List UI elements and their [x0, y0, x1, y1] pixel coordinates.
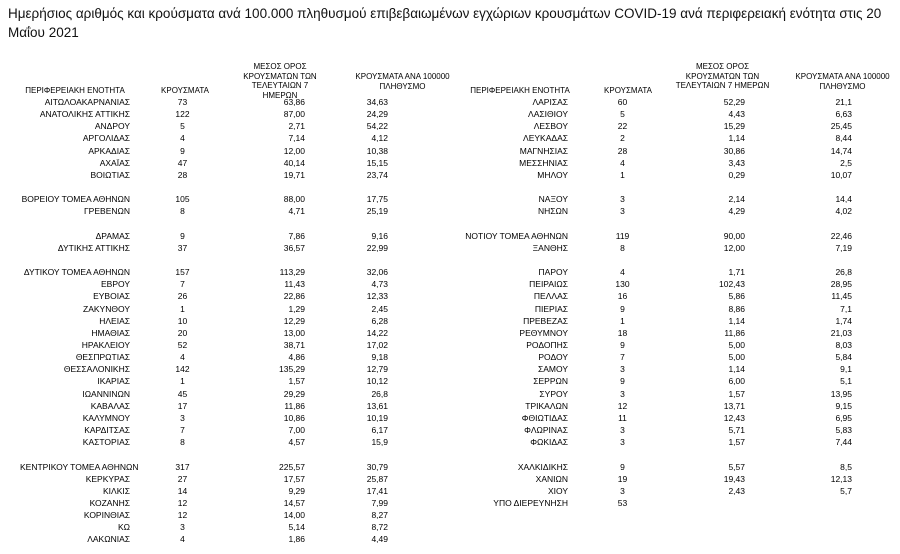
- cell-region: ΛΑΡΙΣΑΣ: [532, 97, 568, 107]
- cell-avg: 5,00: [728, 340, 745, 350]
- header-region: ΠΕΡΙΦΕΡΕΙΑΚΗ ΕΝΟΤΗΤΑ: [25, 86, 125, 95]
- cell-region: ΦΩΚΙΔΑΣ: [530, 437, 568, 448]
- cell-avg: 1,29: [288, 303, 305, 314]
- cell-avg: 19,43: [723, 473, 745, 484]
- cell-cases: 4: [620, 267, 625, 278]
- cell-cases: 7: [620, 352, 625, 363]
- cell-cases: 3: [620, 425, 625, 436]
- cell-avg: 1,71: [728, 267, 745, 278]
- cell-cases: 1: [620, 315, 625, 326]
- cell-avg: 11,86: [284, 400, 305, 411]
- cell-per: 10,12: [366, 376, 388, 387]
- cell-region: ΒΟΡΕΙΟΥ ΤΟΜΕΑ ΑΘΗΝΩΝ: [21, 194, 130, 205]
- cell-cases: 14: [177, 485, 188, 496]
- cell-per: 21,03: [830, 327, 852, 338]
- cell-region: ΚΕΝΤΡΙΚΟΥ ΤΟΜΕΑ ΑΘΗΝΩΝ: [20, 461, 139, 472]
- cell-cases: 1: [180, 303, 185, 314]
- cell-region: ΘΕΣΣΑΛΟΝΙΚΗΣ: [63, 364, 130, 375]
- cell-region: ΜΑΓΝΗΣΙΑΣ: [519, 145, 568, 156]
- cell-per: 7,19: [835, 242, 852, 253]
- cell-cases: 60: [617, 97, 628, 107]
- cell-per: 14,4: [835, 194, 852, 205]
- cell-avg: 2,43: [728, 485, 745, 496]
- cell-per: 7,1: [840, 303, 852, 314]
- cell-avg: 4,29: [728, 206, 745, 217]
- cell-region: ΕΒΡΟΥ: [100, 279, 130, 290]
- cell-region: ΝΑΞΟΥ: [538, 194, 568, 205]
- cell-cases: 12: [177, 510, 188, 521]
- cell-cases: 18: [617, 327, 628, 338]
- cell-cases: 9: [180, 145, 185, 156]
- cell-region: ΝΟΤΙΟΥ ΤΟΜΕΑ ΑΘΗΝΩΝ: [465, 230, 568, 241]
- cell-avg: 36,57: [283, 242, 305, 253]
- cell-region: ΚΑΡΔΙΤΣΑΣ: [84, 425, 130, 436]
- cell-cases: 12: [617, 400, 628, 411]
- cell-region: ΜΗΛΟΥ: [537, 169, 568, 180]
- cell-region: ΖΑΚΥΝΘΟΥ: [83, 303, 130, 314]
- cell-per: 30,79: [366, 461, 388, 472]
- cell-cases: 142: [175, 364, 190, 375]
- cell-per: 8,5: [840, 461, 852, 472]
- cell-per: 17,41: [366, 485, 388, 496]
- cell-cases: 3: [620, 437, 625, 448]
- cell-region: ΧΑΝΙΩΝ: [535, 473, 568, 484]
- cell-region: ΧΑΛΚΙΔΙΚΗΣ: [517, 461, 568, 472]
- cell-cases: 2: [620, 133, 625, 144]
- cell-per: 17,75: [366, 194, 388, 205]
- cell-per: 4,12: [371, 133, 388, 144]
- cell-region: ΣΑΜΟΥ: [537, 364, 568, 375]
- cell-cases: 73: [177, 97, 188, 107]
- cell-cases: 157: [175, 267, 190, 278]
- cell-per: 8,27: [371, 510, 388, 521]
- cell-region: ΤΡΙΚΑΛΩΝ: [525, 400, 568, 411]
- cell-cases: 9: [620, 376, 625, 387]
- cell-avg: 7,14: [288, 133, 305, 144]
- cell-region: ΔΥΤΙΚΗΣ ΑΤΤΙΚΗΣ: [57, 242, 130, 253]
- cell-per: 6,95: [835, 412, 852, 423]
- cell-region: ΑΝΔΡΟΥ: [94, 121, 130, 132]
- cell-per: 12,13: [830, 473, 852, 484]
- cell-per: 12,79: [366, 364, 388, 375]
- cell-avg: 4,71: [288, 206, 305, 217]
- cell-region: ΦΘΙΩΤΙΔΑΣ: [521, 412, 568, 423]
- cell-per: 5,84: [835, 352, 852, 363]
- cell-avg: 11,43: [284, 279, 305, 290]
- cell-avg: 4,43: [728, 109, 745, 120]
- header-avg: ΜΕΣΟΣ ΟΡΟΣ ΚΡΟΥΣΜΑΤΩΝ ΤΩΝ ΤΕΛΕΥΤΑΙΩΝ 7 ΗΜΕΡΩΝ: [243, 62, 317, 100]
- cell-region: ΑΙΤΩΛΟΑΚΑΡΝΑΝΙΑΣ: [44, 97, 130, 107]
- cell-region: ΒΟΙΩΤΙΑΣ: [90, 169, 130, 180]
- cell-region: ΝΗΣΩΝ: [537, 206, 568, 217]
- cell-avg: 2,14: [728, 194, 745, 205]
- cell-cases: 4: [180, 133, 185, 144]
- cell-per: 7,44: [835, 437, 852, 448]
- cell-cases: 12: [177, 497, 188, 508]
- cell-region: ΚΑΣΤΟΡΙΑΣ: [82, 437, 130, 448]
- cell-avg: 5,86: [728, 291, 745, 302]
- page-title: Ημερήσιος αριθμός και κρούσματα ανά 100.000 πληθυσμού επιβεβαιωμένων εγχώριων κρουσμάτων COVID-19 ανά περιφερειακή ενότητα στις 20 Μαΐου 2021: [8, 6, 882, 40]
- cell-avg: 4,86: [288, 352, 305, 363]
- cell-per: 15,9: [371, 437, 388, 448]
- cell-per: 5,83: [835, 425, 852, 436]
- cell-cases: 119: [615, 230, 630, 241]
- cell-cases: 1: [180, 376, 185, 387]
- cell-region: ΛΑΣΙΘΙΟΥ: [528, 109, 568, 120]
- cell-per: 22,46: [830, 230, 852, 241]
- cell-per: 11,45: [831, 291, 852, 302]
- cell-cases: 9: [620, 340, 625, 350]
- cell-region: ΞΑΝΘΗΣ: [532, 242, 568, 253]
- cell-avg: 7,86: [288, 230, 305, 241]
- cell-region: ΣΥΡΟΥ: [539, 388, 568, 399]
- cell-avg: 17,57: [283, 473, 305, 484]
- cell-per: 13,95: [830, 388, 852, 399]
- cell-per: 5,1: [840, 376, 852, 387]
- cell-region: ΛΕΥΚΑΔΑΣ: [523, 133, 568, 144]
- cell-region: ΔΡΑΜΑΣ: [95, 230, 130, 241]
- cell-cases: 4: [620, 157, 625, 168]
- cell-avg: 14,00: [283, 510, 305, 521]
- cell-avg: 8,86: [728, 303, 745, 314]
- cell-per: 8,03: [835, 340, 852, 350]
- cell-region: ΗΜΑΘΙΑΣ: [91, 327, 130, 338]
- cell-per: 21,1: [835, 97, 852, 107]
- cell-avg: 13,71: [723, 400, 745, 411]
- cell-per: 25,45: [830, 121, 852, 132]
- cell-cases: 3: [620, 485, 625, 496]
- cell-cases: 28: [617, 145, 628, 156]
- cell-per: 14,22: [366, 327, 388, 338]
- cell-cases: 105: [175, 194, 190, 205]
- cell-region: ΑΝΑΤΟΛΙΚΗΣ ΑΤΤΙΚΗΣ: [39, 109, 130, 120]
- cell-cases: 3: [620, 206, 625, 217]
- cell-per: 10,07: [830, 169, 852, 180]
- cell-cases: 10: [177, 315, 188, 326]
- cell-region: ΛΑΚΩΝΙΑΣ: [87, 534, 130, 545]
- cell-avg: 5,57: [728, 461, 745, 472]
- cell-avg: 135,29: [279, 364, 305, 375]
- cell-region: ΥΠΟ ΔΙΕΡΕΥΝΗΣΗ: [493, 497, 568, 508]
- cell-region: ΠΕΛΛΑΣ: [533, 291, 568, 302]
- cell-cases: 19: [617, 473, 628, 484]
- cell-avg: 30,86: [723, 145, 745, 156]
- cell-region: ΕΥΒΟΙΑΣ: [93, 291, 130, 302]
- cell-avg: 12,43: [723, 412, 745, 423]
- cell-region: ΠΑΡΟΥ: [538, 267, 568, 278]
- cell-per: 2,5: [840, 157, 852, 168]
- cell-region: ΗΛΕΙΑΣ: [99, 315, 130, 326]
- cell-region: ΚΙΛΚΙΣ: [103, 485, 130, 496]
- cell-region: ΚΟΖΑΝΗΣ: [89, 497, 130, 508]
- cell-region: ΑΡΚΑΔΙΑΣ: [88, 145, 130, 156]
- cell-per: 4,49: [371, 534, 388, 545]
- cell-avg: 1,14: [728, 133, 745, 144]
- cell-per: 9,16: [371, 230, 388, 241]
- cell-per: 10,38: [366, 145, 388, 156]
- cell-avg: 29,29: [283, 388, 305, 399]
- cell-region: ΠΡΕΒΕΖΑΣ: [523, 315, 568, 326]
- cell-per: 4,02: [835, 206, 852, 217]
- cell-per: 22,99: [366, 242, 388, 253]
- cell-avg: 1,86: [288, 534, 305, 545]
- header-cases: ΚΡΟΥΣΜΑΤΑ: [604, 86, 652, 95]
- cell-region: ΡΕΘΥΜΝΟΥ: [519, 327, 568, 338]
- cell-avg: 1,57: [728, 437, 745, 448]
- cell-per: 25,87: [366, 473, 388, 484]
- cell-avg: 3,43: [728, 157, 745, 168]
- cell-per: 9,15: [835, 400, 852, 411]
- cell-region: ΓΡΕΒΕΝΩΝ: [84, 206, 130, 217]
- cell-per: 8,44: [835, 133, 852, 144]
- cell-avg: 15,29: [723, 121, 745, 132]
- cell-avg: 14,57: [283, 497, 305, 508]
- cell-cases: 37: [177, 242, 188, 253]
- cell-cases: 3: [620, 388, 625, 399]
- cell-avg: 102,43: [719, 279, 745, 290]
- cell-cases: 17: [177, 400, 188, 411]
- cell-region: ΡΟΔΟΥ: [538, 352, 568, 363]
- cell-cases: 4: [180, 352, 185, 363]
- cell-cases: 3: [180, 522, 185, 533]
- cell-cases: 4: [180, 534, 185, 545]
- cell-avg: 4,57: [288, 437, 305, 448]
- cell-region: ΘΕΣΠΡΩΤΙΑΣ: [75, 352, 130, 363]
- cell-cases: 16: [617, 291, 628, 302]
- cell-per: 34,63: [366, 97, 388, 107]
- cell-avg: 22,86: [283, 291, 305, 302]
- cell-region: ΗΡΑΚΛΕΙΟΥ: [81, 340, 130, 350]
- cell-region: ΠΙΕΡΙΑΣ: [534, 303, 568, 314]
- cell-cases: 28: [177, 169, 188, 180]
- cell-cases: 9: [180, 230, 185, 241]
- cell-per: 23,74: [366, 169, 388, 180]
- cell-avg: 1,14: [728, 315, 745, 326]
- header-per100k: ΚΡΟΥΣΜΑΤΑ ΑΝΑ 100000 ΠΛΗΘΥΣΜΟ: [795, 72, 890, 91]
- cell-avg: 11,86: [724, 327, 745, 338]
- cell-cases: 5: [180, 121, 185, 132]
- header-per100k: ΚΡΟΥΣΜΑΤΑ ΑΝΑ 100000 ΠΛΗΘΥΣΜΟ: [355, 72, 450, 91]
- cell-avg: 2,71: [288, 121, 305, 132]
- cell-cases: 317: [175, 461, 190, 472]
- cell-region: ΙΩΑΝΝΙΝΩΝ: [82, 388, 130, 399]
- cell-avg: 19,71: [283, 169, 305, 180]
- cell-per: 6,17: [371, 425, 388, 436]
- cell-cases: 26: [177, 291, 188, 302]
- cell-avg: 5,00: [728, 352, 745, 363]
- cell-avg: 40,14: [283, 157, 305, 168]
- cell-cases: 52: [177, 340, 188, 350]
- header-avg: ΜΕΣΟΣ ΟΡΟΣ ΚΡΟΥΣΜΑΤΩΝ ΤΩΝ ΤΕΛΕΥΤΑΙΩΝ 7 ΗΜΕΡΩΝ: [675, 62, 770, 90]
- cell-avg: 12,00: [723, 242, 745, 253]
- header-region: ΠΕΡΙΦΕΡΕΙΑΚΗ ΕΝΟΤΗΤΑ: [470, 86, 570, 95]
- cell-region: ΚΕΡΚΥΡΑΣ: [85, 473, 130, 484]
- cell-per: 24,29: [366, 109, 388, 120]
- cell-region: ΔΥΤΙΚΟΥ ΤΟΜΕΑ ΑΘΗΝΩΝ: [23, 267, 130, 278]
- cell-cases: 9: [620, 303, 625, 314]
- cell-cases: 22: [617, 121, 628, 132]
- cell-per: 8,72: [371, 522, 388, 533]
- cell-avg: 5,71: [728, 425, 745, 436]
- cell-avg: 63,86: [283, 97, 305, 107]
- cell-per: 9,1: [840, 364, 852, 375]
- cell-region: ΦΛΩΡΙΝΑΣ: [524, 425, 568, 436]
- cell-cases: 11: [618, 412, 627, 423]
- cell-avg: 10,86: [283, 412, 305, 423]
- cell-per: 32,06: [366, 267, 388, 278]
- cell-avg: 38,71: [283, 340, 305, 350]
- cell-cases: 3: [620, 364, 625, 375]
- header-cases: ΚΡΟΥΣΜΑΤΑ: [161, 86, 209, 95]
- cell-per: 4,73: [371, 279, 388, 290]
- cell-per: 17,02: [366, 340, 388, 350]
- cell-region: ΜΕΣΣΗΝΙΑΣ: [519, 157, 568, 168]
- cell-per: 6,63: [835, 109, 852, 120]
- cell-avg: 6,00: [728, 376, 745, 387]
- cell-per: 5,7: [840, 485, 852, 496]
- cell-region: ΚΑΒΑΛΑΣ: [90, 400, 130, 411]
- cell-per: 2,45: [371, 303, 388, 314]
- cell-region: ΚΩ: [117, 522, 130, 533]
- cell-per: 54,22: [366, 121, 388, 132]
- cell-avg: 90,00: [723, 230, 745, 241]
- cell-region: ΙΚΑΡΙΑΣ: [97, 376, 130, 387]
- cell-region: ΠΕΙΡΑΙΩΣ: [529, 279, 568, 290]
- cell-per: 1,74: [835, 315, 852, 326]
- cell-cases: 8: [620, 242, 625, 253]
- cell-per: 28,95: [830, 279, 852, 290]
- cell-avg: 0,29: [728, 169, 745, 180]
- cell-per: 7,99: [371, 497, 388, 508]
- cell-per: 25,19: [366, 206, 388, 217]
- cell-avg: 12,29: [283, 315, 305, 326]
- cell-avg: 225,57: [279, 461, 305, 472]
- cell-avg: 1,14: [728, 364, 745, 375]
- cell-avg: 1,57: [728, 388, 745, 399]
- cell-per: 12,33: [366, 291, 388, 302]
- cell-per: 10,19: [366, 412, 388, 423]
- cell-per: 26,8: [835, 267, 852, 278]
- cell-region: ΣΕΡΡΩΝ: [533, 376, 568, 387]
- cell-cases: 1: [620, 169, 625, 180]
- cell-cases: 3: [620, 194, 625, 205]
- cell-per: 13,61: [366, 400, 388, 411]
- cell-region: ΚΑΛΥΜΝΟΥ: [82, 412, 130, 423]
- cell-region: ΑΧΑΪΑΣ: [99, 157, 130, 168]
- cell-avg: 88,00: [283, 194, 305, 205]
- cell-avg: 113,29: [279, 267, 305, 278]
- cell-region: ΛΕΣΒΟΥ: [533, 121, 568, 132]
- cell-region: ΡΟΔΟΠΗΣ: [526, 340, 568, 350]
- cell-cases: 122: [175, 109, 190, 120]
- cell-per: 26,8: [371, 388, 388, 399]
- cell-cases: 8: [180, 206, 185, 217]
- cell-per: 9,18: [371, 352, 388, 363]
- cell-cases: 53: [617, 497, 628, 508]
- cell-per: 15,15: [366, 157, 388, 168]
- cell-cases: 7: [180, 425, 185, 436]
- cell-region: ΚΟΡΙΝΘΙΑΣ: [83, 510, 130, 521]
- cell-per: 14,74: [830, 145, 852, 156]
- cell-avg: 13,00: [283, 327, 305, 338]
- cell-cases: 8: [180, 437, 185, 448]
- cell-cases: 3: [180, 412, 185, 423]
- cell-avg: 52,29: [723, 97, 745, 107]
- cell-cases: 20: [177, 327, 188, 338]
- cell-avg: 9,29: [288, 485, 305, 496]
- cell-cases: 9: [620, 461, 625, 472]
- cell-cases: 45: [177, 388, 188, 399]
- cell-per: 6,28: [371, 315, 388, 326]
- cell-avg: 87,00: [283, 109, 305, 120]
- cell-cases: 130: [615, 279, 630, 290]
- cell-region: ΧΙΟΥ: [547, 485, 568, 496]
- cell-cases: 27: [177, 473, 188, 484]
- cell-cases: 5: [620, 109, 625, 120]
- cell-region: ΑΡΓΟΛΙΔΑΣ: [82, 133, 130, 144]
- cell-cases: 47: [177, 157, 188, 168]
- cell-avg: 12,00: [283, 145, 305, 156]
- cell-cases: 7: [180, 279, 185, 290]
- cell-avg: 5,14: [288, 522, 305, 533]
- cell-avg: 7,00: [288, 425, 305, 436]
- cell-avg: 1,57: [288, 376, 305, 387]
